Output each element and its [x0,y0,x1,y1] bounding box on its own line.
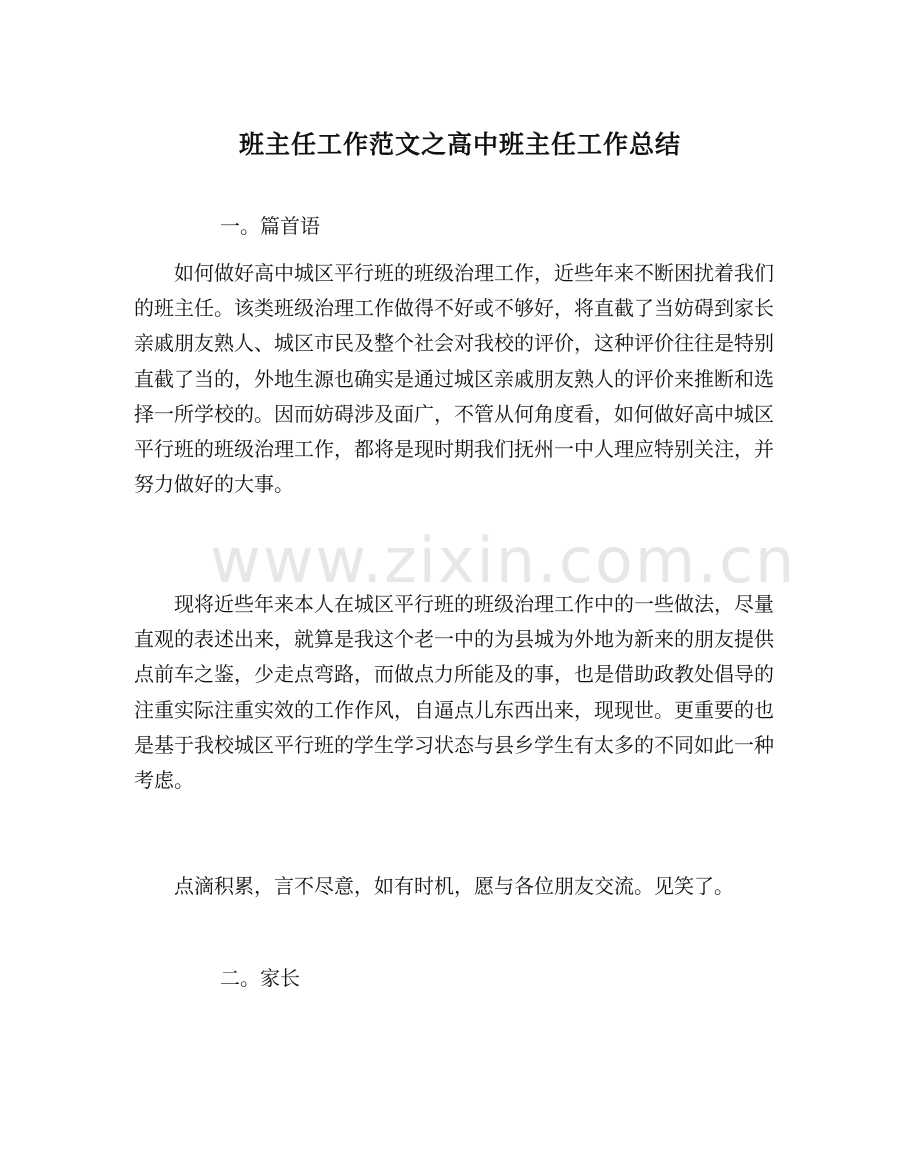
paragraph-practice: 现将近些年来本人在城区平行班的班级治理工作中的一些做法，尽量直观的表述出来，就算是我这个老一中的为县城为外地为新来的朋友提供点前车之鉴，少走点弯路，而做点力所能及的事，也是借助政教处倡导的注重实际注重实效的工作作风，自逼点儿东西出来，现现世。更重要的也是基于我校城区平行班的学生学习状态与县乡学生有太多的不同如此一种考虑。 [134,592,774,793]
document-title: 班主任工作范文之高中班主任工作总结 [238,130,681,159]
paragraph-closing: 点滴积累，言不尽意，如有时机，愿与各位朋友交流。见笑了。 [174,874,734,898]
watermark-text: www.zixin.com.cn [210,524,797,597]
paragraph-intro: 如何做好高中城区平行班的班级治理工作，近些年来不断困扰着我们的班主任。该类班级治理工作做得不好或不够好，将直截了当妨碍到家长亲戚朋友熟人、城区市民及整个社会对我校的评价，这种评价往往是特别直截了当的，外地生源也确实是通过城区亲戚朋友熟人的评价来推断和选择一所学校的。因而妨碍涉及面广，不管从何角度看，如何做好高中城区平行班的班级治理工作，都将是现时期我们抚州一中人理应特别关注，并努力做好的大事。 [134,261,774,497]
section-heading-1: 一。篇首语 [220,214,320,238]
section-heading-2: 二。家长 [220,966,300,990]
